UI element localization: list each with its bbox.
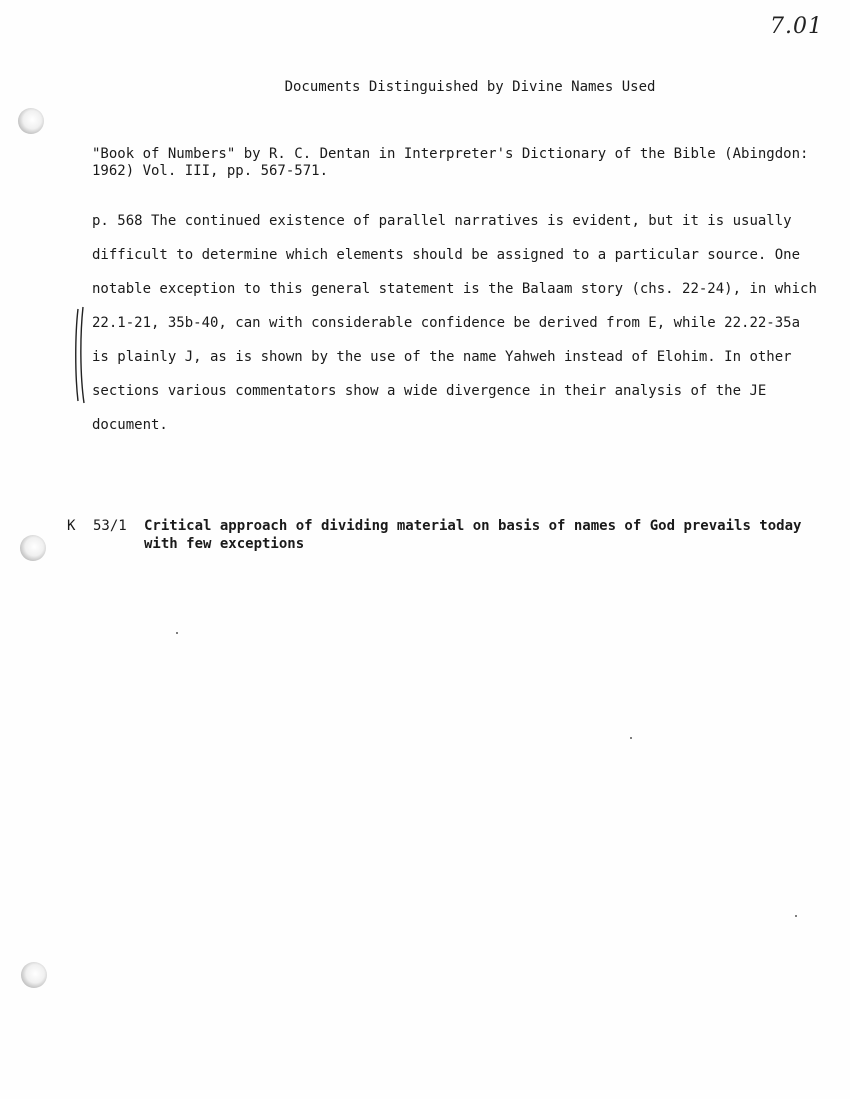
note-code: 53/1	[93, 518, 127, 534]
margin-bracket-mark	[72, 305, 88, 405]
punch-hole-bottom	[21, 962, 47, 988]
quote-line-6: sections various commentators show a wide divergence in their analysis of the JE	[92, 383, 767, 399]
quote-line-2: difficult to determine which elements should be assigned to a particular source. One	[92, 247, 801, 263]
citation-line-1: "Book of Numbers" by R. C. Dentan in Interpreter's Dictionary of the Bible (Abingdon:	[92, 146, 809, 162]
quote-line-5: is plainly J, as is shown by the use of the name Yahweh instead of Elohim. In other	[92, 349, 792, 365]
paper-speck	[630, 737, 632, 739]
citation-line-2: 1962) Vol. III, pp. 567-571.	[92, 163, 329, 179]
paper-speck	[795, 915, 797, 917]
quote-line-3: notable exception to this general statement is the Balaam story (chs. 22-24), in which	[92, 281, 817, 297]
note-text	[144, 517, 804, 553]
quote-line-1: p. 568 The continued existence of parallel narratives is evident, but it is usually	[92, 213, 792, 229]
note-text-line-2: with few exceptions	[144, 536, 305, 552]
note-category-letter: K	[67, 518, 76, 534]
quote-line-7: document.	[92, 417, 168, 433]
punch-hole-top	[18, 108, 44, 134]
quote-line-4: 22.1-21, 35b-40, can with considerable confidence be derived from E, while 22.22-35a	[92, 315, 801, 331]
note-text-line-1: Critical approach of dividing material on basis of names of God prevails today	[144, 518, 802, 534]
paper-speck	[176, 632, 178, 634]
quoted-passage	[92, 210, 820, 448]
page-title: Documents Distinguished by Divine Names Used	[284, 79, 656, 95]
punch-hole-middle	[20, 535, 46, 561]
page-number: 7.01	[770, 14, 823, 39]
citation	[92, 146, 812, 180]
